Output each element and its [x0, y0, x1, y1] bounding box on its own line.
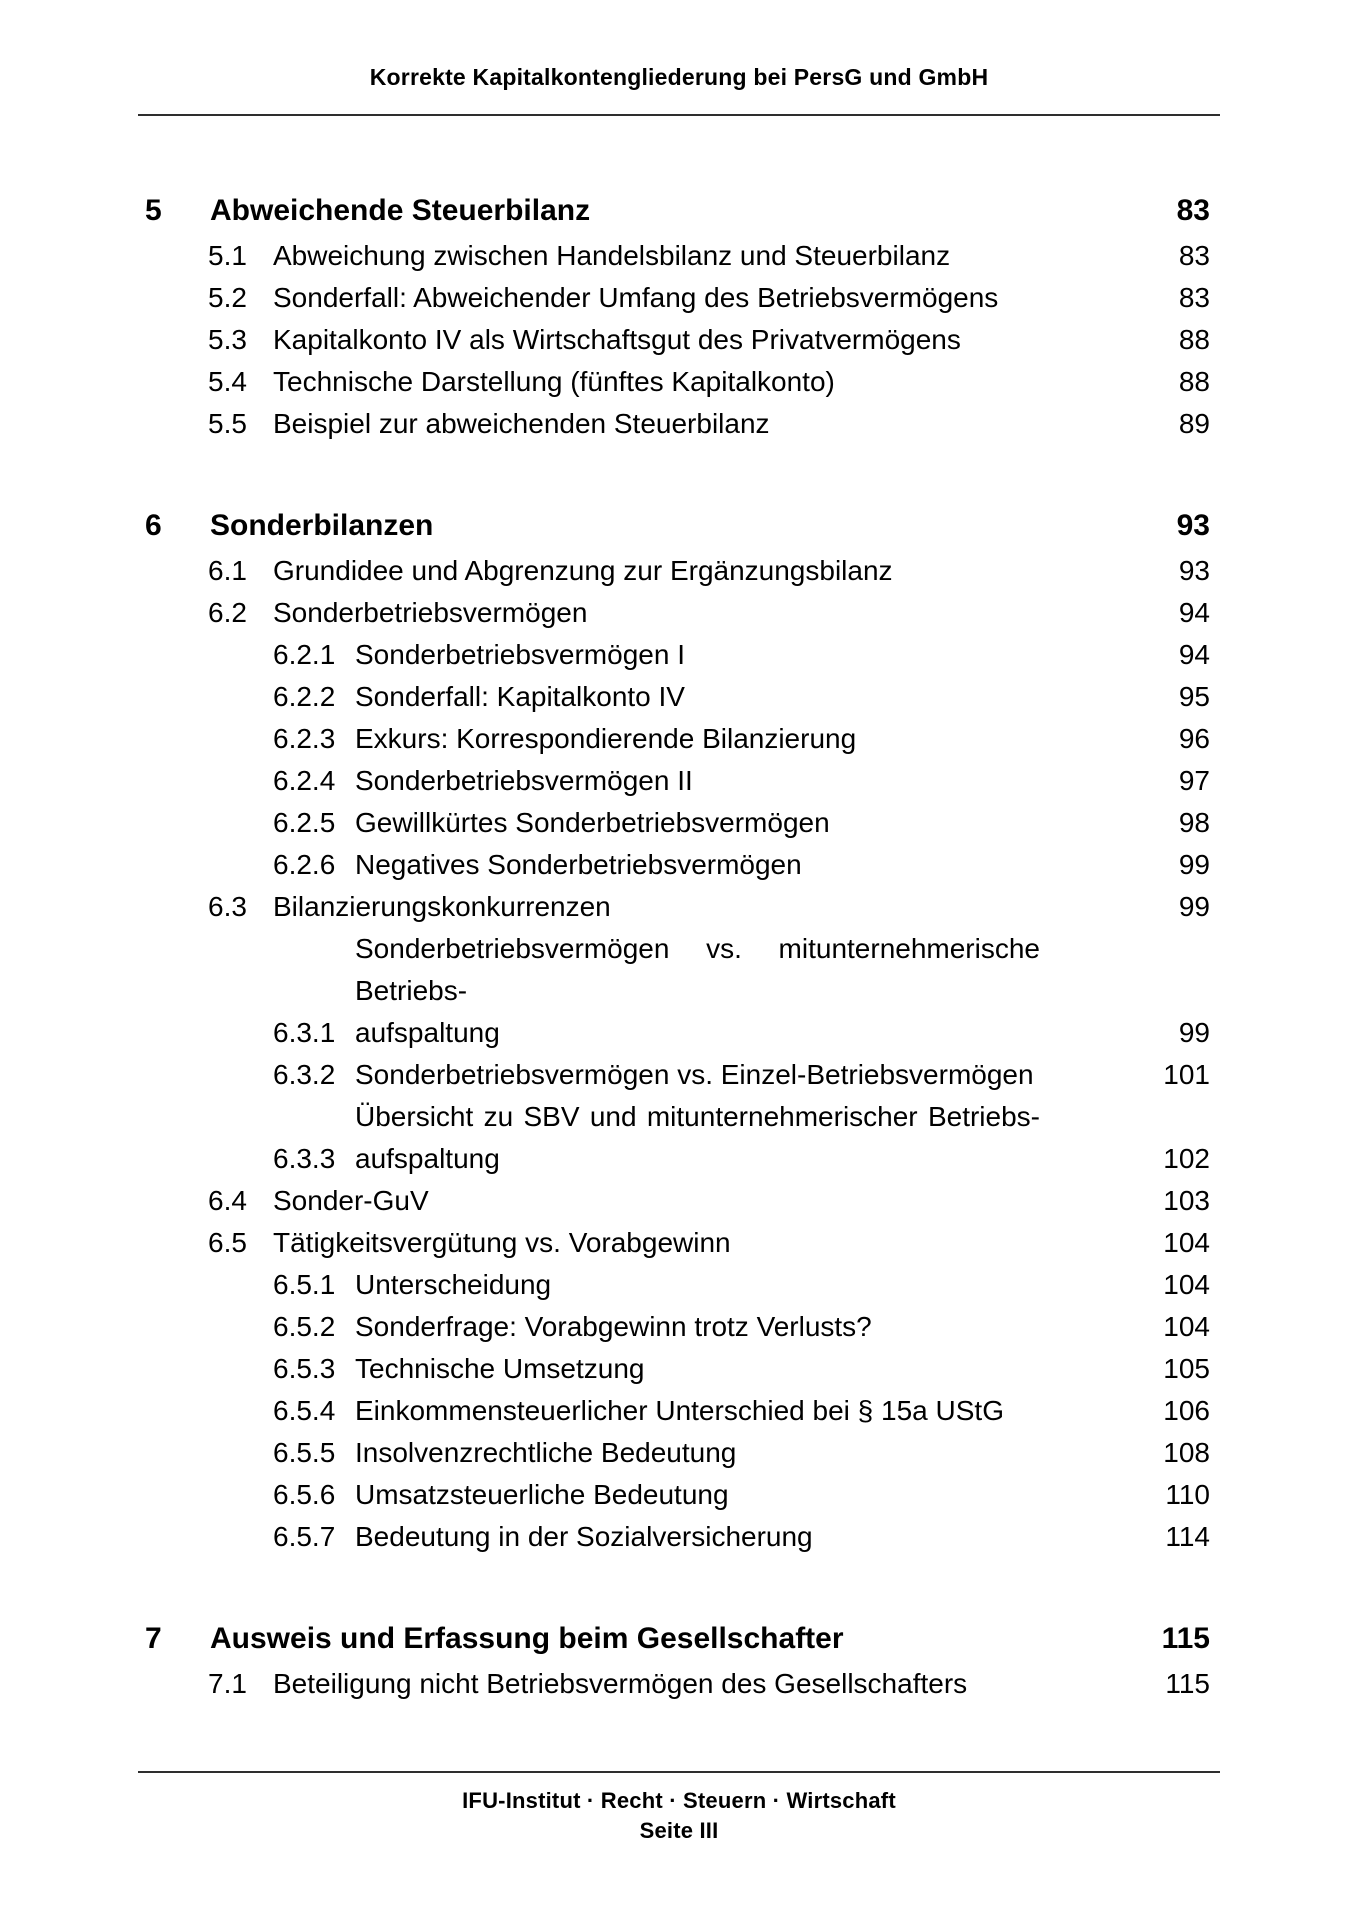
toc-entry-number: 6.2.1 — [273, 639, 336, 670]
toc-entry — [120, 676, 1210, 718]
toc-entry — [120, 1474, 1210, 1516]
table-of-contents — [120, 188, 1210, 1705]
page-footer — [138, 1771, 1220, 1846]
toc-entry — [120, 760, 1210, 802]
toc-entry-page-number: 108 — [1163, 1437, 1210, 1468]
toc-entry-page-number: 102 — [1163, 1143, 1210, 1174]
toc-entry-title: Exkurs: Korrespondierende Bilanzierung — [355, 723, 857, 754]
toc-entry-page-number: 104 — [1163, 1311, 1210, 1342]
toc-entry-page-number: 106 — [1163, 1395, 1210, 1426]
toc-entry-page-number: 83 — [1178, 240, 1210, 271]
toc-entry-number: 6.2 — [208, 597, 247, 628]
toc-entry — [120, 1180, 1210, 1222]
toc-entry-page-number: 104 — [1163, 1269, 1210, 1300]
toc-entry-title — [355, 928, 1040, 1054]
toc-entry-title-line: aufspaltung — [355, 1143, 500, 1174]
toc-entry — [120, 235, 1210, 277]
toc-entry-page-number: 110 — [1165, 1479, 1210, 1510]
toc-entry-title-line: Übersicht zu SBV und mitunternehmerischer Betriebs- — [355, 1101, 1040, 1132]
toc-entry-title: Negatives Sonderbetriebsvermögen — [355, 849, 802, 880]
toc-entry-number: 7.1 — [208, 1668, 247, 1699]
toc-entry-number: 6.2.4 — [273, 765, 336, 796]
toc-entry-page-number: 103 — [1163, 1185, 1210, 1216]
toc-entry-page-number: 96 — [1178, 723, 1210, 754]
toc-entry-number: 6.4 — [208, 1185, 247, 1216]
toc-entry — [120, 550, 1210, 592]
toc-entry-title: Beispiel zur abweichenden Steuerbilanz — [273, 408, 770, 439]
toc-entry-page-number: 99 — [1178, 1017, 1210, 1048]
toc-entry-number: 6.5 — [208, 1227, 247, 1258]
toc-entry-number: 6.3.2 — [273, 1059, 336, 1090]
toc-entry-title: Sonderbetriebsvermögen vs. Einzel-Betriebsvermögen — [355, 1059, 1034, 1090]
toc-entry-number: 5.2 — [208, 282, 247, 313]
toc-entry-page-number: 93 — [1176, 509, 1210, 542]
toc-entry-number: 6.5.2 — [273, 1311, 336, 1342]
toc-entry-title: Sonderbetriebsvermögen I — [355, 639, 685, 670]
footer-page-label: Seite III — [639, 1818, 719, 1843]
toc-entry-title: Bedeutung in der Sozialversicherung — [355, 1521, 813, 1552]
toc-entry-number: 6.2.2 — [273, 681, 336, 712]
toc-entry — [120, 802, 1210, 844]
toc-entry — [120, 1348, 1210, 1390]
toc-entry — [120, 1390, 1210, 1432]
toc-entry-title: Beteiligung nicht Betriebsvermögen des Gesellschafters — [273, 1668, 968, 1699]
toc-entry-number: 6.5.5 — [273, 1437, 336, 1468]
toc-entry-title: Abweichung zwischen Handelsbilanz und Steuerbilanz — [273, 240, 951, 271]
toc-entry-page-number: 115 — [1161, 1622, 1210, 1655]
toc-entry — [120, 1264, 1210, 1306]
toc-entry — [120, 592, 1210, 634]
toc-entry — [120, 1432, 1210, 1474]
toc-entry-title: Sonder-GuV — [273, 1185, 429, 1216]
toc-entry-number: 6.2.6 — [273, 849, 336, 880]
toc-entry-number: 6 — [145, 509, 162, 542]
toc-entry-page-number: 105 — [1163, 1353, 1210, 1384]
toc-entry — [120, 1516, 1210, 1558]
toc-entry-title: Tätigkeitsvergütung vs. Vorabgewinn — [273, 1227, 731, 1258]
toc-entry-title: Gewillkürtes Sonderbetriebsvermögen — [355, 807, 830, 838]
toc-entry-title: Sonderfrage: Vorabgewinn trotz Verlusts? — [355, 1311, 872, 1342]
toc-entry-page-number: 83 — [1176, 194, 1210, 227]
toc-entry — [120, 886, 1210, 928]
toc-entry-page-number: 115 — [1165, 1668, 1210, 1699]
toc-entry-title-line: aufspaltung — [355, 1017, 500, 1048]
toc-entry — [120, 634, 1210, 676]
toc-entry-number: 6.2.5 — [273, 807, 336, 838]
toc-entry-page-number: 98 — [1178, 807, 1210, 838]
toc-entry-title: Grundidee und Abgrenzung zur Ergänzungsbilanz — [273, 555, 893, 586]
toc-entry — [120, 361, 1210, 403]
toc-entry-title: Sonderfall: Abweichender Umfang des Betriebsvermögens — [273, 282, 999, 313]
toc-entry — [120, 1096, 1210, 1180]
toc-entry-page-number: 101 — [1163, 1059, 1210, 1090]
toc-entry-title: Kapitalkonto IV als Wirtschaftsgut des Privatvermögens — [273, 324, 961, 355]
toc-entry-number: 6.5.4 — [273, 1395, 336, 1426]
toc-entry-number: 6.2.3 — [273, 723, 336, 754]
toc-entry-page-number: 83 — [1178, 282, 1210, 313]
toc-entry — [120, 1222, 1210, 1264]
footer-publisher: IFU-Institut · Recht · Steuern · Wirtschaft — [462, 1788, 896, 1813]
toc-entry-title — [355, 1096, 1040, 1180]
toc-entry-title: Abweichende Steuerbilanz — [210, 194, 591, 227]
toc-entry-number: 6.5.6 — [273, 1479, 336, 1510]
toc-entry-number: 5.1 — [208, 240, 247, 271]
toc-entry-number: 6.1 — [208, 555, 247, 586]
toc-entry — [120, 928, 1210, 1054]
toc-entry-page-number: 99 — [1178, 849, 1210, 880]
toc-entry-number: 5.5 — [208, 408, 247, 439]
toc-entry — [120, 1663, 1210, 1705]
toc-entry-number: 5 — [145, 194, 162, 227]
toc-entry — [120, 277, 1210, 319]
toc-entry-number: 5.4 — [208, 366, 247, 397]
toc-entry-page-number: 93 — [1178, 555, 1210, 586]
toc-entry-number: 6.5.3 — [273, 1353, 336, 1384]
toc-entry-title: Sonderbetriebsvermögen — [273, 597, 588, 628]
toc-entry-title-line: Sonderbetriebsvermögen vs. mitunternehmerische Betriebs- — [355, 933, 1040, 1006]
toc-entry — [120, 503, 1210, 548]
toc-entry — [120, 1306, 1210, 1348]
toc-entry-title: Sonderfall: Kapitalkonto IV — [355, 681, 685, 712]
toc-entry-title: Sonderbilanzen — [210, 509, 434, 542]
toc-entry-page-number: 114 — [1165, 1521, 1210, 1552]
toc-entry-number: 6.5.7 — [273, 1521, 336, 1552]
page-header — [138, 0, 1220, 116]
toc-entry-page-number: 99 — [1178, 891, 1210, 922]
toc-entry-number: 7 — [145, 1622, 162, 1655]
toc-entry-page-number: 97 — [1178, 765, 1210, 796]
toc-entry-title: Unterscheidung — [355, 1269, 552, 1300]
toc-entry-title: Ausweis und Erfassung beim Gesellschafter — [210, 1622, 844, 1655]
toc-entry-number: 5.3 — [208, 324, 247, 355]
toc-entry-page-number: 88 — [1178, 366, 1210, 397]
toc-entry-title: Technische Umsetzung — [355, 1353, 645, 1384]
toc-entry-number: 6.3 — [208, 891, 247, 922]
toc-entry-title: Technische Darstellung (fünftes Kapitalkonto) — [273, 366, 835, 397]
toc-entry-number: 6.5.1 — [273, 1269, 336, 1300]
toc-entry-page-number: 95 — [1178, 681, 1210, 712]
toc-entry — [120, 1054, 1210, 1096]
toc-entry-title: Bilanzierungskonkurrenzen — [273, 891, 611, 922]
toc-entry-title: Umsatzsteuerliche Bedeutung — [355, 1479, 729, 1510]
toc-entry — [120, 1616, 1210, 1661]
toc-entry — [120, 188, 1210, 233]
toc-entry — [120, 319, 1210, 361]
toc-entry — [120, 718, 1210, 760]
toc-entry-page-number: 89 — [1178, 408, 1210, 439]
toc-entry-number: 6.3.1 — [273, 1017, 336, 1048]
toc-entry-title: Insolvenzrechtliche Bedeutung — [355, 1437, 737, 1468]
toc-entry-title: Einkommensteuerlicher Unterschied bei § 15a UStG — [355, 1395, 1004, 1426]
toc-entry-number: 6.3.3 — [273, 1143, 336, 1174]
toc-entry-page-number: 94 — [1178, 597, 1210, 628]
toc-entry-page-number: 88 — [1178, 324, 1210, 355]
toc-entry-page-number: 104 — [1163, 1227, 1210, 1258]
toc-entry — [120, 403, 1210, 445]
toc-entry-title: Sonderbetriebsvermögen II — [355, 765, 693, 796]
toc-entry-page-number: 94 — [1178, 639, 1210, 670]
running-head-title: Korrekte Kapitalkontengliederung bei PersG und GmbH — [369, 64, 989, 90]
toc-entry — [120, 844, 1210, 886]
